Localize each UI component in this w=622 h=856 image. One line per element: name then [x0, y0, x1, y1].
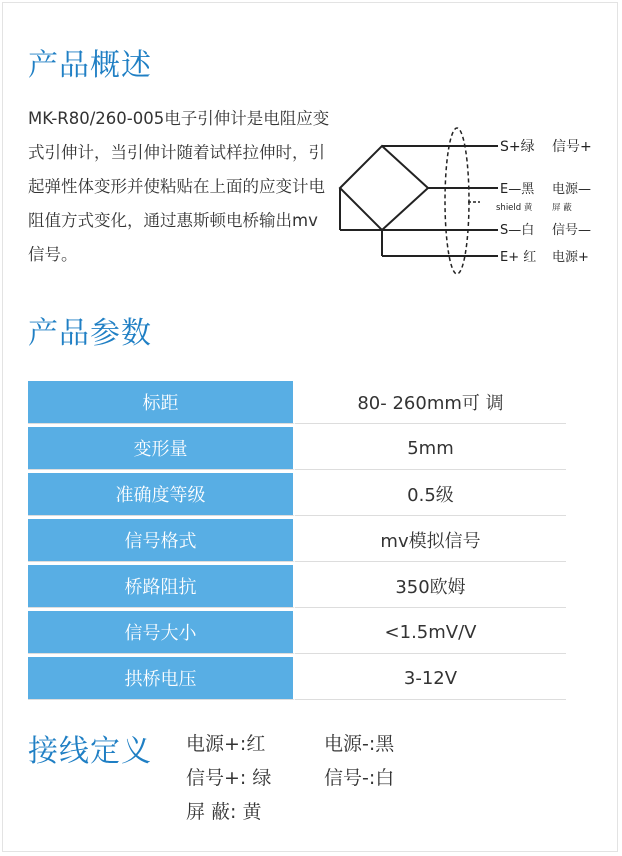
- wiring-title: 接线定义: [28, 734, 152, 769]
- param-value: <1.5mV/V: [295, 611, 566, 654]
- params-table: [28, 378, 566, 703]
- wiring-definitions: [186, 732, 446, 824]
- wiring-item: 电源+:红: [186, 733, 266, 755]
- param-label: 变形量: [28, 427, 295, 470]
- wire-meaning: 电源+: [552, 250, 589, 265]
- bridge-diamond: [340, 146, 428, 230]
- wiring-item: 电源-:黑: [324, 733, 395, 755]
- wiring-item: 信号+: 绿: [186, 767, 272, 789]
- wire-code: E+ 红: [500, 250, 537, 265]
- param-value: 5mm: [295, 427, 566, 470]
- overview-title: 产品概述: [28, 48, 152, 83]
- table-row: [28, 473, 566, 516]
- table-row: [28, 657, 566, 700]
- param-value: 3-12V: [295, 657, 566, 700]
- param-label: 标距: [28, 381, 295, 424]
- cable-shield-loop: [445, 128, 469, 274]
- param-value: 0.5级: [295, 473, 566, 516]
- table-row: [28, 611, 566, 654]
- table-row: [28, 381, 566, 424]
- wire-code: S+绿: [500, 139, 535, 155]
- param-value: 80- 260mm可 调: [295, 381, 566, 424]
- wire-meaning: 屏 蔽: [552, 203, 572, 213]
- wire-meaning: 信号+: [552, 139, 592, 155]
- param-value: 350欧姆: [295, 565, 566, 608]
- param-label: 拱桥电压: [28, 657, 295, 700]
- wire-code: shield 黄: [496, 203, 533, 213]
- param-label: 信号格式: [28, 519, 295, 562]
- product-description: MK-R80/260-005电子引伸计是电阻应变式引伸计，当引伸计随着试样拉伸时，引起弹性体变形并使粘贴在上面的应变计电阻值方式变化，通过惠斯顿电桥输出mv信号。: [28, 109, 330, 264]
- wiring-item: 屏 蔽: 黄: [186, 801, 262, 823]
- wire-meaning: 电源—: [552, 182, 592, 197]
- param-label: 准确度等级: [28, 473, 295, 516]
- table-row: [28, 565, 566, 608]
- wiring-diagram: [332, 122, 622, 282]
- param-label: 桥路阻抗: [28, 565, 295, 608]
- wiring-item: 信号-:白: [324, 767, 395, 789]
- param-label: 信号大小: [28, 611, 295, 654]
- wire-meaning: 信号—: [552, 223, 592, 238]
- params-title: 产品参数: [28, 316, 152, 351]
- wire-code: S—白: [500, 223, 535, 238]
- param-value: mv模拟信号: [295, 519, 566, 562]
- table-row: [28, 519, 566, 562]
- wire-code: E—黑: [500, 182, 535, 197]
- table-row: [28, 427, 566, 470]
